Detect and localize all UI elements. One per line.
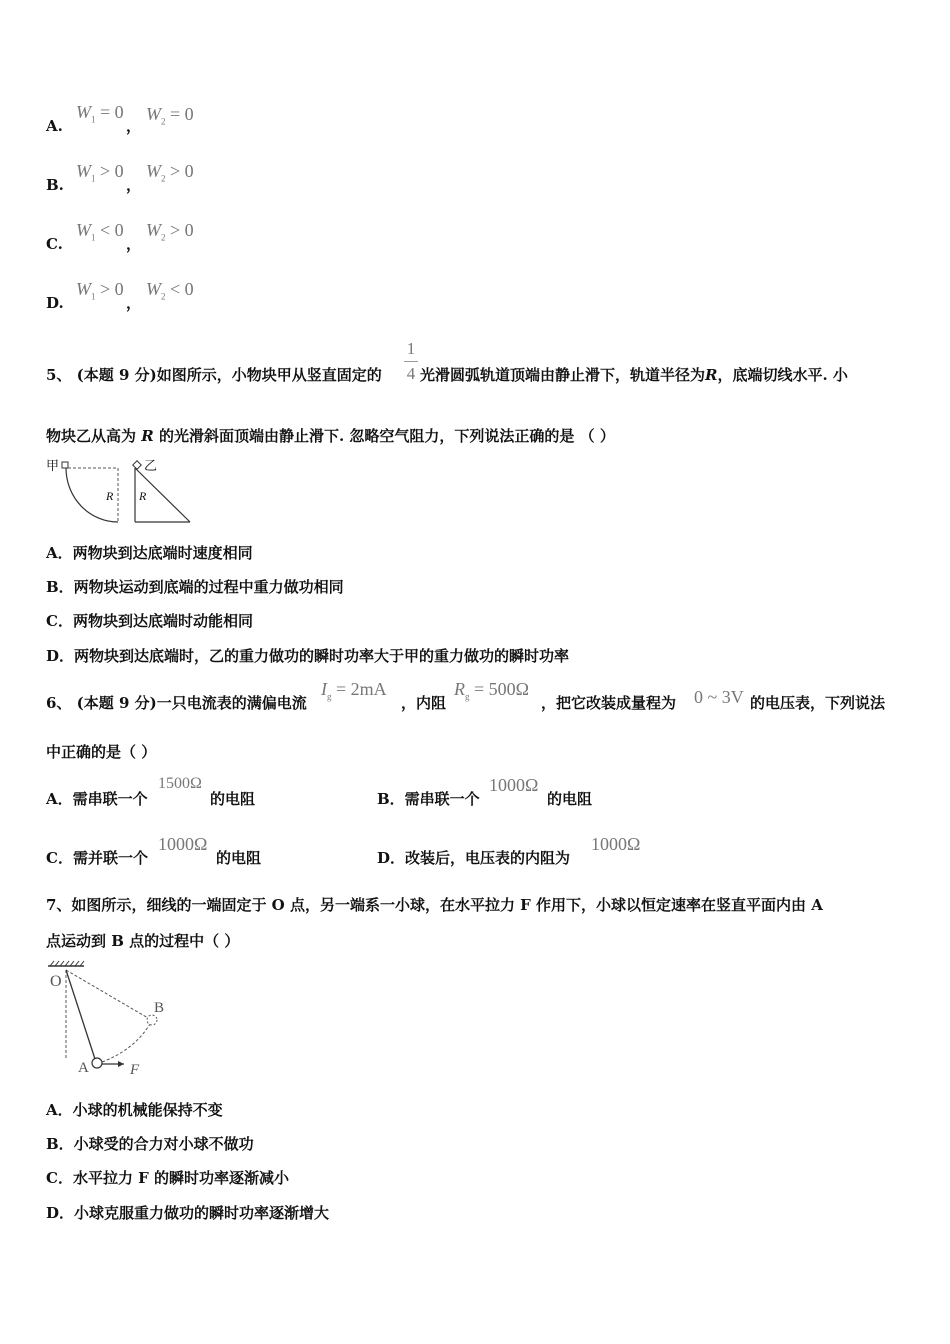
q6-option-a-value: 1500Ω (158, 775, 202, 792)
q7-stem-line1: 7、如图所示，细线的一端固定于 O 点，另一端系一小球，在水平拉力 F 作用下，小球以恒定速率在竖直平面内由 A (46, 896, 823, 914)
label-r-arc: R (106, 489, 114, 503)
q5-option-d: D．两物块到达底端时，乙的重力做功的瞬时功率大于甲的重力做功的瞬时功率 (46, 647, 570, 665)
comma: ， (126, 176, 142, 194)
w2-expression: $W_2 > 0$ (146, 161, 194, 184)
block-yi (133, 461, 141, 469)
q6-option-c-value: 1000Ω (158, 834, 208, 854)
q6-option-b-suffix: 的电阻 (547, 790, 593, 808)
q6-option-a-suffix: 的电阻 (210, 790, 256, 808)
force-arrowhead (118, 1061, 124, 1067)
w2-expression: $W_2 > 0$ (146, 220, 194, 243)
q7-stem-line2: 点运动到 B 点的过程中（ ） (46, 932, 240, 950)
q5-option-c: C．两物块到达底端时动能相同 (46, 612, 253, 630)
w1-expression: $W_1 > 0$ (76, 279, 124, 302)
q6-option-c: C．需并联一个 (46, 849, 148, 867)
q6-option-d-value: 1000Ω (591, 834, 641, 854)
q6-option-a: A．需串联一个 (46, 790, 148, 808)
option-label: C. (46, 235, 63, 253)
comma: ， (126, 117, 142, 135)
w1-expression: $W_1 < 0$ (76, 220, 124, 243)
q7-option-d: D．小球克服重力做功的瞬时功率逐渐增大 (46, 1204, 330, 1222)
q7-option-b: B．小球受的合力对小球不做功 (46, 1135, 254, 1153)
option-label: D. (46, 294, 64, 312)
q5-option-b: B．两物块运动到底端的过程中重力做功相同 (46, 578, 344, 596)
label-f: F (130, 1062, 140, 1078)
string-to-b (66, 970, 148, 1018)
q5-stem-a: 5、 (本题 9 分)如图所示，小物块甲从竖直固定的 (46, 366, 382, 384)
block-jia (62, 462, 68, 468)
option-label: B. (46, 176, 64, 194)
rg-expression: $R_g = 500\Omega$ (454, 679, 530, 702)
label-o: O (50, 973, 62, 990)
q6-stem-line2: 中正确的是（ ） (46, 743, 157, 761)
option-label: A. (46, 117, 63, 135)
q5-stem-line2: 物块乙从高为 R 的光滑斜面顶端由静止滑下. 忽略空气阻力，下列说法正确的是 （ ） (46, 427, 615, 445)
ig-expression: $I_g = 2mA$ (321, 679, 387, 702)
q5-stem-b: 光滑圆弧轨道顶端由静止滑下，轨道半径为R，底端切线水平. 小 (420, 366, 848, 384)
string-to-a (66, 970, 95, 1059)
q6-stem-c: ，把它改装成量程为 (541, 694, 677, 712)
q5-option-a: A．两物块到达底端时速度相同 (46, 544, 253, 562)
w2-expression: $W_2 < 0$ (146, 279, 194, 302)
range-expression: 0 ~ 3V (694, 687, 744, 707)
ball-b (147, 1015, 157, 1025)
q6-option-d: D．改装后，电压表的内阻为 (377, 849, 571, 867)
w1-expression: $W_1 > 0$ (76, 161, 124, 184)
q7-figure (44, 960, 184, 1084)
label-r-incline: R (139, 489, 147, 503)
comma: ， (126, 235, 142, 253)
q5-figure (44, 454, 204, 528)
q6-stem-d: 的电压表，下列说法 (750, 694, 886, 712)
q7-option-a: A．小球的机械能保持不变 (46, 1101, 223, 1119)
q7-option-c: C．水平拉力 F 的瞬时功率逐渐减小 (46, 1169, 290, 1187)
w1-expression: $W_1 = 0$ (76, 102, 124, 125)
label-yi: 乙 (144, 458, 158, 473)
label-jia: 甲 (46, 458, 60, 473)
label-b: B (154, 1000, 165, 1016)
q6-stem-b: ，内阻 (401, 694, 447, 712)
q6-option-b: B．需串联一个 (377, 790, 480, 808)
trajectory (102, 1024, 150, 1062)
q6-option-c-suffix: 的电阻 (216, 849, 262, 867)
q6-stem-a: 6、 (本题 9 分)一只电流表的满偏电流 (46, 694, 307, 712)
quarter-fraction: 1 4 (404, 339, 418, 384)
label-a: A (78, 1060, 89, 1076)
q6-option-b-value: 1000Ω (489, 775, 539, 795)
ball-a (92, 1058, 102, 1068)
w2-expression: $W_2 = 0$ (146, 104, 194, 127)
comma: ， (126, 294, 142, 312)
